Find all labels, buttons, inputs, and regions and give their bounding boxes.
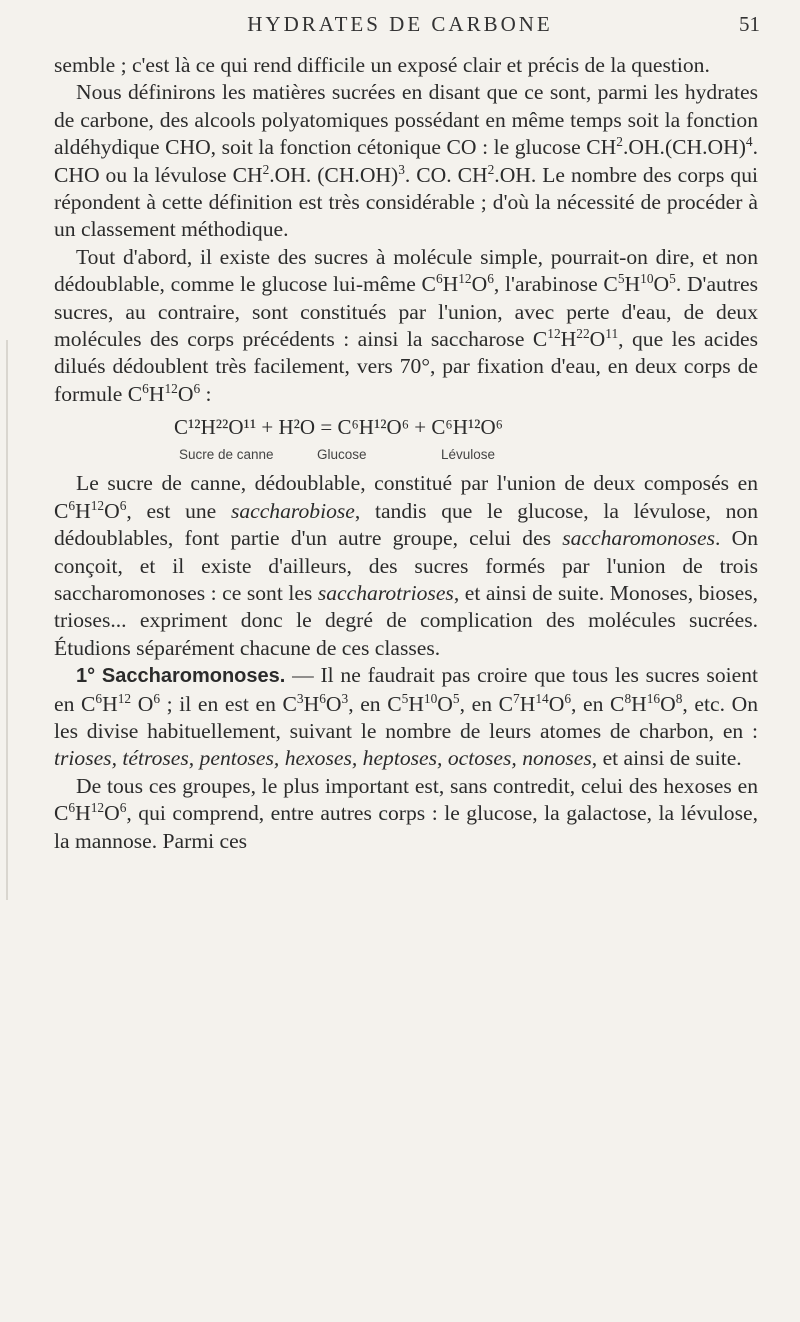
running-title: HYDRATES DE CARBONE bbox=[247, 12, 553, 36]
paragraph-2: Nous définirons les matières sucrées en disant que ce sont, parmi les hydrates de carbone, des alcools polyatomiques possédant en même temps soit la fonction aldéhydique CHO, soit la fonction cétonique CO : le glucose $CH^2.OH.(CH.OH)^4$. CHO ou la lévulose $CH^2.OH$. $(CH.OH)^3$. CO. $CH^2.OH$. Le nombre des corps qui répondent à cette définition est très considérable ; d'où la nécessité de procéder à un classement méthodique. bbox=[54, 80, 758, 242]
section-title: Saccharomonoses. bbox=[101, 665, 286, 688]
paragraph-6: De tous ces groupes, le plus important est, sans contredit, celui des hexoses en $C^6H^{12}O^6$, qui comprend, entre autres corps : le glucose, la galactose, la lévulose, la mannose. Parmi ces bbox=[54, 773, 758, 853]
paragraph-1: semble ; c'est là ce qui rend difficile un exposé clair et précis de la question. bbox=[54, 53, 710, 77]
equation-label-glucose: Glucose bbox=[317, 447, 367, 463]
page-header bbox=[0, 8, 800, 40]
body-text bbox=[54, 52, 758, 855]
equation-label-sucre: Sucre de canne bbox=[179, 447, 274, 463]
paragraph-4: Le sucre de canne, dédoublable, constitué par l'union de deux composés en $C^6H^{12}O^6$, est une saccharobiose, tandis que le glucose, la lévulose, non dédoublables, font partie d'un autre groupe, celui des saccharomonoses. On conçoit, et il existe d'ailleurs, des sucres formés par l'union de trois saccharomonoses : ce sont les saccharotrioses, et ainsi de suite. Monoses, bioses, trioses... expriment donc le degré de complication des molécules sucrées. Étudions séparément chacune de ces classes. bbox=[54, 471, 759, 660]
equation-label-levulose: Lévulose bbox=[441, 447, 496, 463]
equation-formula: C¹²H²²O¹¹ + H²O = C⁶H¹²O⁶ + C⁶H¹²O⁶ bbox=[174, 415, 503, 440]
page-number: 51 bbox=[739, 12, 760, 36]
scan-edge-shadow bbox=[6, 340, 8, 900]
section-number: 1° bbox=[76, 665, 96, 688]
paragraph-3: Tout d'abord, il existe des sucres à molécule simple, pourrait-on dire, et non dédoublable, comme le glucose lui-même $C^6H^{12}O^6$, l'arabinose $C^5H^{10}O^5$. D'autres sucres, au contraire, sont constitués par l'union, avec perte d'eau, de deux molécules des corps précédents : ainsi la saccharose $C^{12}H^{22}O^{11}$, que les acides dilués dédoublent très facilement, vers 70°, par fixation d'eau, en deux corps de formule $C^6H^{12}O^6$ : bbox=[54, 244, 759, 406]
section-saccharomonoses: 1° Saccharomonoses. — Il ne faudrait pas croire que tous les sucres soient en $C^6H^{12}$ $O^6$ ; il en est en $C^3H^6O^3$, en $C^5H^{10}O^5$, en $C^7H^{14}O^6$, en $C^8H^{16}O^8$, etc. On les divise habituellement, suivant le nombre de leurs atomes de charbon, en : trioses, tétroses, pentoses, hexoses, heptoses, octoses, nonoses, et ainsi de suite. bbox=[54, 663, 759, 771]
hydrolysis-equation bbox=[54, 414, 758, 466]
